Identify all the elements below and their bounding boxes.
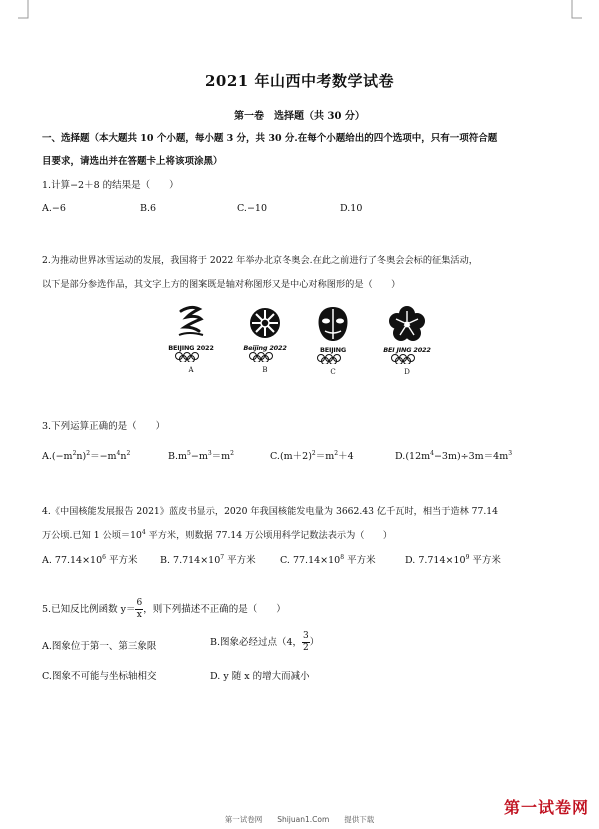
q2-figure-d-caption: BEI JING 2022 (383, 346, 431, 354)
q4-d-base: D. 7.714×10 (405, 555, 466, 566)
olympic-rings-icon (171, 352, 211, 362)
q2-figure-d-label: D (404, 368, 410, 376)
question-4-line-1: 4.《中国核能发展报告 2021》蓝皮书显示，2020 年我国核能发电量为 3662.43 亿千瓦时，相当于造林 77.14 (42, 506, 498, 517)
q3-a-exp4: 2 (126, 449, 131, 457)
question-3-stem: 3.下列运算正确的是（ ） (42, 421, 166, 432)
q3-b-prefix: B. (168, 451, 179, 462)
page-footer: 第一试卷网 Shijuan1.Com 提供下载 (224, 815, 375, 824)
q4-line2-b: 平方米，则数据 77.14 万公顷用科学记数法表示为（ ） (145, 530, 393, 541)
q4-b-base: B. 7.714×10 (160, 555, 221, 566)
q4-d-unit: 平方米 (469, 555, 501, 566)
instructions-line-2: 目要求，请选出并在答题卡上将该项涂黑） (42, 156, 223, 167)
q3-b-text3: ＝m (211, 451, 231, 462)
q3-b-exp1: 5 (187, 449, 191, 457)
q3-b-exp3: 2 (230, 449, 234, 457)
q2-figure-d (373, 305, 441, 376)
q3-d-text2: −3m)÷3m＝4m (433, 451, 509, 462)
q4-c-base: C. 77.14×10 (280, 555, 341, 566)
q2-figure-a-caption: BEIJING 2022 (168, 344, 214, 352)
q3-option-a (42, 448, 130, 462)
q5-b-text-b: ） (309, 637, 320, 648)
q3-c-text1: (m＋2) (279, 451, 312, 462)
q5-b-num: 3 (303, 631, 309, 641)
question-4-line-2 (42, 527, 392, 541)
q5-b-fraction (302, 632, 310, 653)
plum-blossom-emblem-icon (387, 305, 427, 343)
instructions-line-1: 一、选择题（本大题共 10 个小题，每小题 3 分，共 30 分.在每个小题给出的四个选项中，只有一项符合题 (42, 133, 498, 144)
q4-c-unit: 平方米 (344, 555, 376, 566)
q4-option-a (42, 552, 138, 566)
q5-stem-a: 5.已知反比例函数 y＝ (42, 604, 136, 615)
olympic-rings-icon (313, 354, 353, 364)
olympic-rings-icon (387, 354, 427, 364)
q3-a-eq: ＝−m (90, 451, 117, 462)
q3-d-exp2: 3 (508, 449, 513, 457)
q5-b-text-a: B.图象必经过点（4， (210, 637, 303, 648)
q5-option-d: D. y 随 x 的增大而减小 (210, 671, 310, 682)
q4-option-c (280, 552, 376, 566)
snowflake-emblem-icon (245, 305, 285, 341)
q3-option-d (395, 448, 512, 462)
q3-c-exp2: 2 (334, 449, 339, 457)
q3-d-prefix: D. (395, 451, 406, 462)
q4-b-exp: 7 (220, 553, 225, 561)
q3-b-exp2: 3 (207, 449, 212, 457)
q3-a-exp3: 4 (116, 449, 121, 457)
section-title: 第一卷 选择题（共 30 分） (234, 111, 365, 122)
q4-a-base: A. 77.14×10 (42, 555, 103, 566)
q4-a-unit: 平方米 (105, 555, 138, 566)
q4-option-b (160, 552, 256, 566)
q4-line2-exp: 4 (141, 528, 146, 536)
q4-c-exp: 8 (340, 553, 345, 561)
q1-option-c: C.−10 (237, 203, 267, 214)
q3-a-exp1: 2 (72, 449, 77, 457)
q3-c-exp1: 2 (311, 449, 316, 457)
q2-figure-b-label: B (262, 366, 268, 374)
q3-d-text1: (12m (405, 451, 431, 462)
q3-a-prefix: A. (42, 451, 52, 462)
q3-a-mid: n) (76, 451, 87, 462)
q5-option-b (210, 632, 319, 653)
q2-figure-b-caption: Beijing 2022 (243, 344, 287, 352)
q1-option-d: D.10 (340, 203, 363, 214)
q4-b-unit: 平方米 (224, 555, 256, 566)
q1-option-a: A.−6 (42, 203, 66, 214)
question-5-stem (42, 599, 286, 620)
q2-figure-c-label: C (330, 368, 336, 376)
q3-a-exp2: 2 (86, 449, 91, 457)
q2-figure-c (302, 305, 364, 376)
q5-stem-b: ，则下列描述不正确的是（ ） (143, 604, 286, 615)
q4-option-d (405, 552, 501, 566)
question-2-line-1: 2.为推动世界冰雪运动的发展，我国将于 2022 年举办北京冬奥会.在此之前进行了冬奥会会标的征集活动， (42, 255, 478, 266)
q4-a-exp: 6 (102, 553, 106, 561)
q2-figure-c-caption: BEIJING (319, 346, 347, 354)
q2-figure-b (234, 305, 296, 374)
q3-c-text2: ＝m (315, 451, 335, 462)
q5-b-den: 2 (303, 643, 309, 653)
question-2-line-2: 以下是部分参选作品，其文字上方的图案既是轴对称图形又是中心对称图形的是（ ） (42, 279, 401, 290)
brand-watermark: 第一试卷网 (503, 798, 589, 817)
q1-option-b: B.6 (140, 203, 157, 214)
q2-figure-a (160, 305, 222, 374)
q3-c-prefix: C. (270, 451, 280, 462)
q4-d-exp: 9 (465, 553, 470, 561)
q5-frac-den: x (136, 610, 142, 620)
question-1-stem: 1.计算−2＋8 的结果是（ ） (42, 180, 179, 191)
ribbon-emblem-icon (169, 305, 213, 341)
q2-figure-a-label: A (188, 366, 194, 374)
opera-mask-emblem-icon (315, 305, 351, 343)
q3-a-base: (−m (51, 451, 73, 462)
q5-frac-num: 6 (136, 598, 143, 608)
q3-option-b (168, 448, 234, 462)
q3-d-exp1: 4 (430, 449, 434, 457)
q3-a-n: n (120, 451, 127, 462)
exam-title: 2021 年山西中考数学试卷 (205, 72, 394, 90)
q5-option-a: A.图象位于第一、第三象限 (42, 641, 157, 652)
q3-option-c (270, 448, 354, 462)
corner-mark-top-right (570, 0, 582, 20)
q3-b-text2: −m (190, 451, 208, 462)
q5-option-c: C.图象不可能与坐标轴相交 (42, 671, 157, 682)
olympic-rings-icon (245, 352, 285, 362)
q3-c-text3: ＋4 (338, 451, 354, 462)
q3-b-text1: m (178, 451, 188, 462)
q4-line2-a: 万公顷.已知 1 公顷＝10 (42, 530, 142, 541)
corner-mark-top-left (18, 0, 30, 20)
